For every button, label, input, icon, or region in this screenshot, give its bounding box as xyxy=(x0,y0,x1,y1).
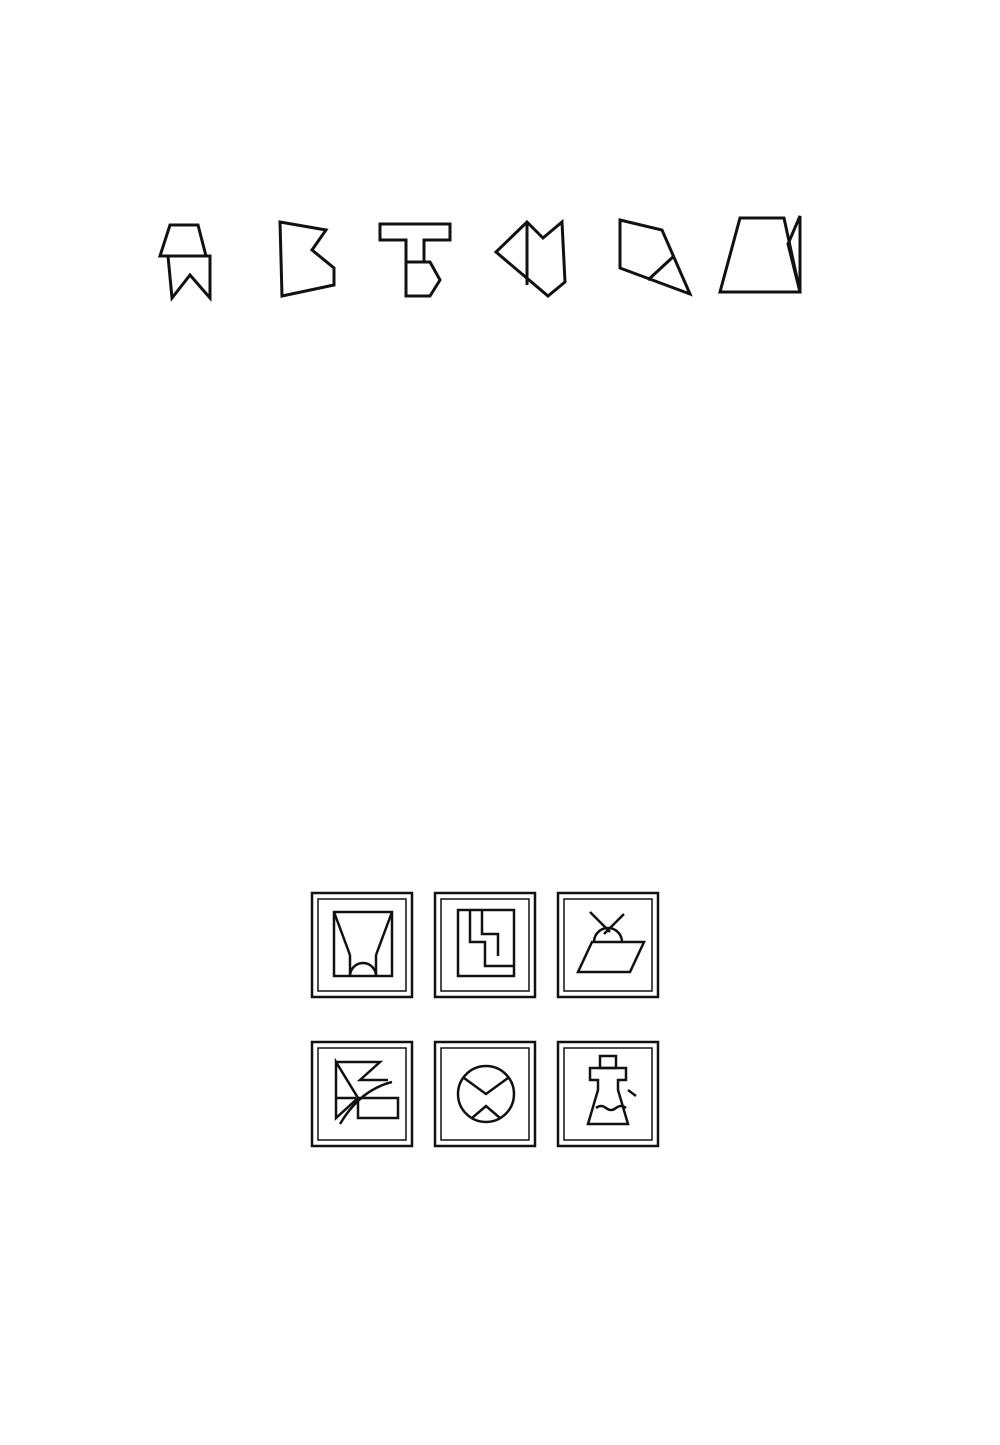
q5-figure-1 xyxy=(334,912,392,976)
q5-figure-6 xyxy=(588,1056,636,1124)
q5-figure-5 xyxy=(458,1066,514,1122)
q5-figure-2 xyxy=(458,910,514,976)
q5-figure-4 xyxy=(336,1062,398,1124)
q5-figure-3 xyxy=(578,912,644,972)
